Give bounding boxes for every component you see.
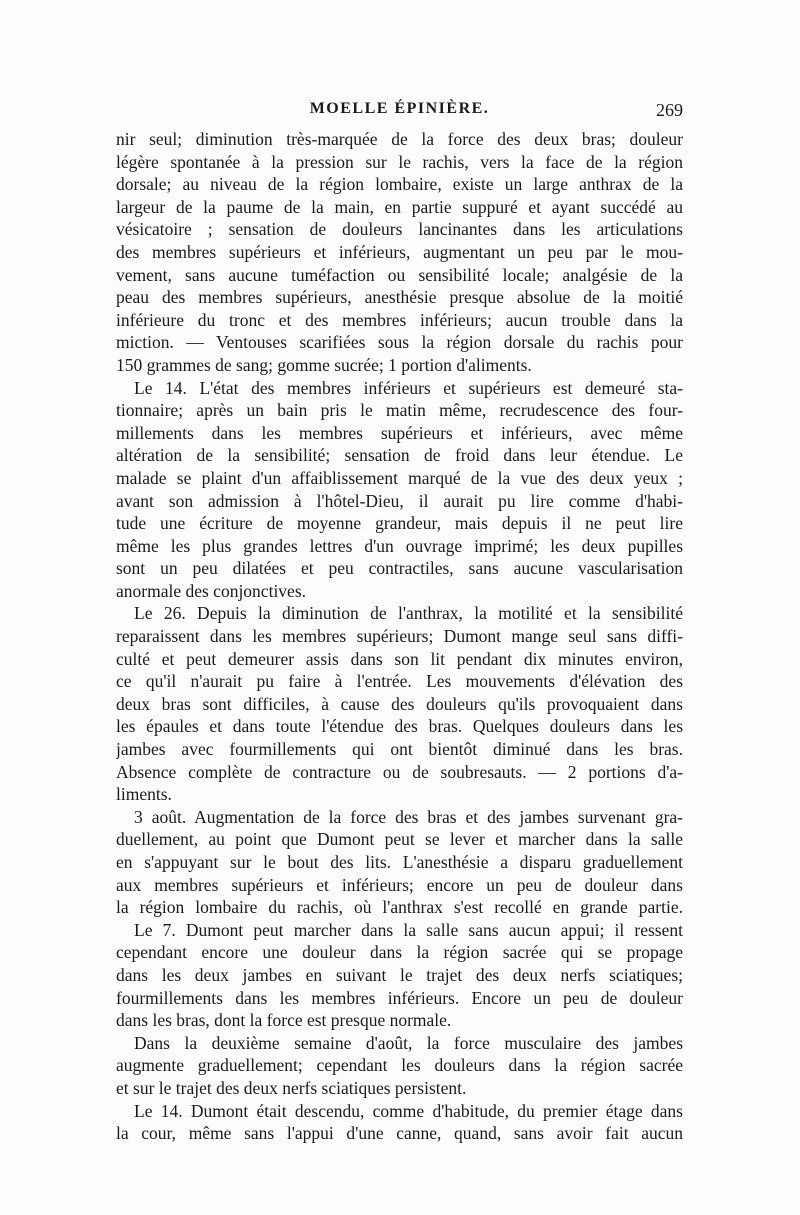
text-line: tude une écriture de moyenne grandeur, mais depuis il ne peut lire xyxy=(116,513,683,534)
text-line: reparaissent dans les membres supérieurs; Dumont mange seul sans diffi- xyxy=(116,626,683,647)
text-line: les épaules et dans toute l'étendue des bras. Quelques douleurs dans les xyxy=(116,716,683,737)
text-line: sont un peu dilatées et peu contractiles, sans aucune vascularisation xyxy=(116,558,683,579)
text-line: Le 14. L'état des membres inférieurs et supérieurs est demeuré sta- xyxy=(134,377,683,398)
text-line: 150 grammes de sang; gomme sucrée; 1 portion d'aliments. xyxy=(116,354,532,375)
text-line: dans les deux jambes en suivant le trajet des deux nerfs sciatiques; xyxy=(116,964,683,985)
body-text xyxy=(116,128,683,1145)
text-line: Le 7. Dumont peut marcher dans la salle sans aucun appui; il ressent xyxy=(134,919,683,940)
text-line: malade se plaint d'un affaiblissement marqué de la vue des deux yeux ; xyxy=(116,467,683,488)
text-line: inférieure du tronc et des membres inférieurs; aucun trouble dans la xyxy=(116,309,683,330)
text-line: même les plus grandes lettres d'un ouvrage imprimé; les deux pupilles xyxy=(116,535,683,556)
text-line: en s'appuyant sur le bout des lits. L'anesthésie a disparu graduellement xyxy=(116,852,683,872)
text-line: miction. — Ventouses scarifiées sous la région dorsale du rachis pour xyxy=(116,332,683,353)
text-line: liments. xyxy=(116,784,172,805)
text-line: légère spontanée à la pression sur le rachis, vers la face de la région xyxy=(116,151,683,172)
text-line: Dans la deuxième semaine d'août, la force musculaire des jambes xyxy=(134,1032,683,1053)
text-line: jambes avec fourmillements qui ont bientôt diminué dans les bras. xyxy=(116,739,683,760)
text-line: Le 14. Dumont était descendu, comme d'habitude, du premier étage dans xyxy=(134,1100,683,1121)
text-line: dans les bras, dont la force est presque normale. xyxy=(116,1010,452,1031)
text-line: largeur de la paume de la main, en partie suppuré et ayant succédé au xyxy=(116,196,683,217)
text-line: Le 26. Depuis la diminution de l'anthrax, la motilité et la sensibilité xyxy=(134,603,683,624)
text-line: culté et peut demeurer assis dans son lit pendant dix minutes environ, xyxy=(116,648,683,669)
text-line: avant son admission à l'hôtel-Dieu, il aurait pu lire comme d'habi- xyxy=(116,490,683,511)
text-line: altération de la sensibilité; sensation de froid dans leur étendue. Le xyxy=(116,445,683,466)
page-number: 269 xyxy=(656,100,683,120)
text-line: tionnaire; après un bain pris le matin même, recrudescence des four- xyxy=(116,400,683,421)
text-line: deux bras sont difficiles, à cause des douleurs qu'ils provoquaient dans xyxy=(116,693,683,714)
text-line: 3 août. Augmentation de la force des bras et des jambes survenant gra- xyxy=(134,806,683,827)
text-line: millements dans les membres supérieurs et inférieurs, avec même xyxy=(116,422,683,443)
text-line: aux membres supérieurs et inférieurs; encore un peu de douleur dans xyxy=(116,874,683,895)
text-line: ce qu'il n'aurait pu faire à l'entrée. Les mouvements d'élévation des xyxy=(116,671,683,692)
text-line: nir seul; diminution très-marquée de la force des deux bras; douleur xyxy=(116,129,683,149)
running-head xyxy=(116,100,683,124)
text-line: cependant encore une douleur dans la région sacrée qui se propage xyxy=(116,942,683,963)
text-line: la région lombaire du rachis, où l'anthrax s'est recollé en grande partie. xyxy=(116,897,683,918)
text-line: vésicatoire ; sensation de douleurs lancinantes dans les articulations xyxy=(116,219,683,240)
text-line: la cour, même sans l'appui d'une canne, quand, sans avoir fait aucun xyxy=(116,1123,683,1144)
text-line: des membres supérieurs et inférieurs, augmentant un peu par le mou- xyxy=(116,241,683,262)
running-title: MOELLE ÉPINIÈRE. xyxy=(309,100,490,117)
text-line: Absence complète de contracture ou de soubresauts. — 2 portions d'a- xyxy=(116,761,683,782)
text-line: dorsale; au niveau de la région lombaire, existe un large anthrax de la xyxy=(116,174,683,195)
text-line: et sur le trajet des deux nerfs sciatiques persistent. xyxy=(116,1077,467,1098)
text-line: vement, sans aucune tuméfaction ou sensibilité locale; analgésie de la xyxy=(116,264,683,285)
text-line: augmente graduellement; cependant les douleurs dans la région sacrée xyxy=(116,1055,683,1076)
text-line: duellement, au point que Dumont peut se lever et marcher dans la salle xyxy=(116,829,683,850)
text-line: anormale des conjonctives. xyxy=(116,580,307,601)
text-line: peau des membres supérieurs, anesthésie presque absolue de la moitié xyxy=(116,287,683,308)
text-line: fourmillements dans les membres inférieurs. Encore un peu de douleur xyxy=(116,987,683,1008)
